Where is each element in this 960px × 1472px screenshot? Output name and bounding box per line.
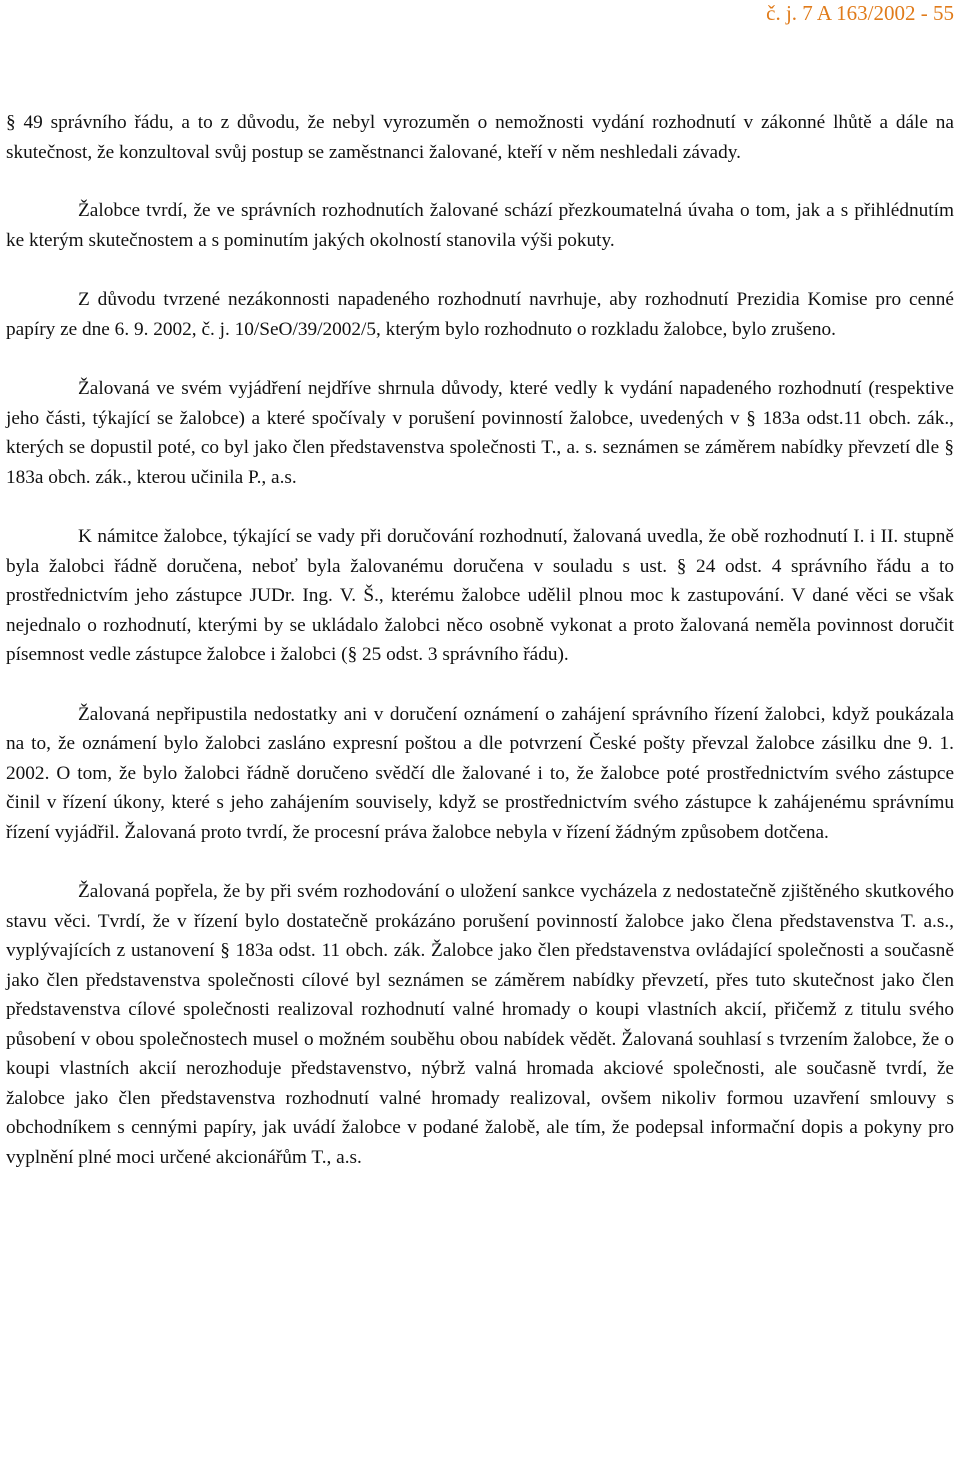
document-body xyxy=(6,108,954,1202)
paragraph-sanction-reasoning: Žalovaná popřela, že by při svém rozhodování o uložení sankce vycházela z nedostatečně zjištěného skutkového stavu věci. Tvrdí, že v řízení bylo dostatečně prokázáno porušení povinností žalobce jako člena představenstva T. a.s., vyplývajících z ustanovení § 183a odst. 11 obch. zák. Žalobce jako člen představenstva ovládající společnosti a současně jako člen představenstva společnosti cílové byl seznámen se záměrem nabídky převzetí, přes tuto skutečnost jako člen představenstva cílové společnosti realizoval rozhodnutí valné hromady o koupi vlastních akcií, přičemž z titulu svého působení v obou společnostech musel o možném souběhu obou nabídek vědět. Žalovaná souhlasí s tvrzením žalobce, že o koupi vlastních akcií nerozhoduje představenstvo, nýbrž valná hromada akciové společnosti, ale současně tvrdí, že žalobce jako člen představenstva rozhodnutí valné hromady realizoval, ovšem nikoliv formou uzavření smlouvy s obchodníkem s cennými papíry, jak uvádí žalobce v podané žalobě, ale tím, že podepsal informační dopis a pokyny pro vyplnění plné moci určené akcionářům T., a.s. xyxy=(6,881,954,1168)
paragraph-defendant-statement: Žalovaná ve svém vyjádření nejdříve shrnula důvody, které vedly k vydání napadeného rozhodnutí (respektive jeho části, týkající se žalobce) a které spočívaly v porušení povinností žalobce, uvedených v § 183a odst.11 obch. zák., kterých se dopustil poté, co byl jako člen představenstva společnosti T., a. s. seznámen se záměrem nabídky převzetí dle § 183a obch. zák., kterou učinila P., a.s. xyxy=(6,378,954,488)
paragraph-continuation: § 49 správního řádu, a to z důvodu, že nebyl vyrozuměn o nemožnosti vydání rozhodnutí v zákonné lhůtě a dále na skutečnost, že konzultoval svůj postup se zaměstnanci žalované, kteří v něm neshledali závady. xyxy=(6,112,954,163)
paragraph-notice-delivery: Žalovaná nepřipustila nedostatky ani v doručení oznámení o zahájení správního řízení žalobci, když poukázala na to, že oznámení bylo žalobci zasláno expresní poštou a dle potvrzení České pošty převzal žalobce zásilku dne 9. 1. 2002. O tom, že bylo žalobci řádně doručeno svědčí dle žalované i to, že žalobce poté prostřednictvím svého zástupce činil v řízení úkony, které s jeho zahájením souvisely, když se prostřednictvím svého zástupce k zahájenému správnímu řízení vyjádřil. Žalovaná proto tvrdí, že procesní práva žalobce nebyla v řízení žádným způsobem dotčena. xyxy=(6,703,954,843)
paragraph-motion-to-annul: Z důvodu tvrzené nezákonnosti napadeného rozhodnutí navrhuje, aby rozhodnutí Prezidia Komise pro cenné papíry ze dne 6. 9. 2002, č. j. 10/SeO/39/2002/5, kterým bylo rozhodnuto o rozkladu žalobce, bylo zrušeno. xyxy=(6,289,954,340)
paragraph-delivery-objection: K námitce žalobce, týkající se vady při doručování rozhodnutí, žalovaná uvedla, že obě rozhodnutí I. i II. stupně byla žalobci řádně doručena, neboť byla žalovanému doručena v souladu s ust. § 24 odst. 4 správního řádu a to prostřednictvím jeho zástupce JUDr. Ing. V. Š., kterému žalobce udělil plnou moc k zastupování. V dané věci se však nejednalo o rozhodnutí, kterými by se ukládalo žalobci něco osobně vykonat a proto žalovaná neměla povinnost doručit písemnost vedle zástupce žalobce i žalobci (§ 25 odst. 3 správního řádu). xyxy=(6,526,954,665)
case-reference-header: č. j. 7 A 163/2002 - 55 xyxy=(766,1,954,25)
paragraph-plaintiff-claim: Žalobce tvrdí, že ve správních rozhodnutích žalované schází přezkoumatelná úvaha o tom, jak a s přihlédnutím ke kterým skutečnostem a s pominutím jakých okolností stanovila výši pokuty. xyxy=(6,200,954,251)
